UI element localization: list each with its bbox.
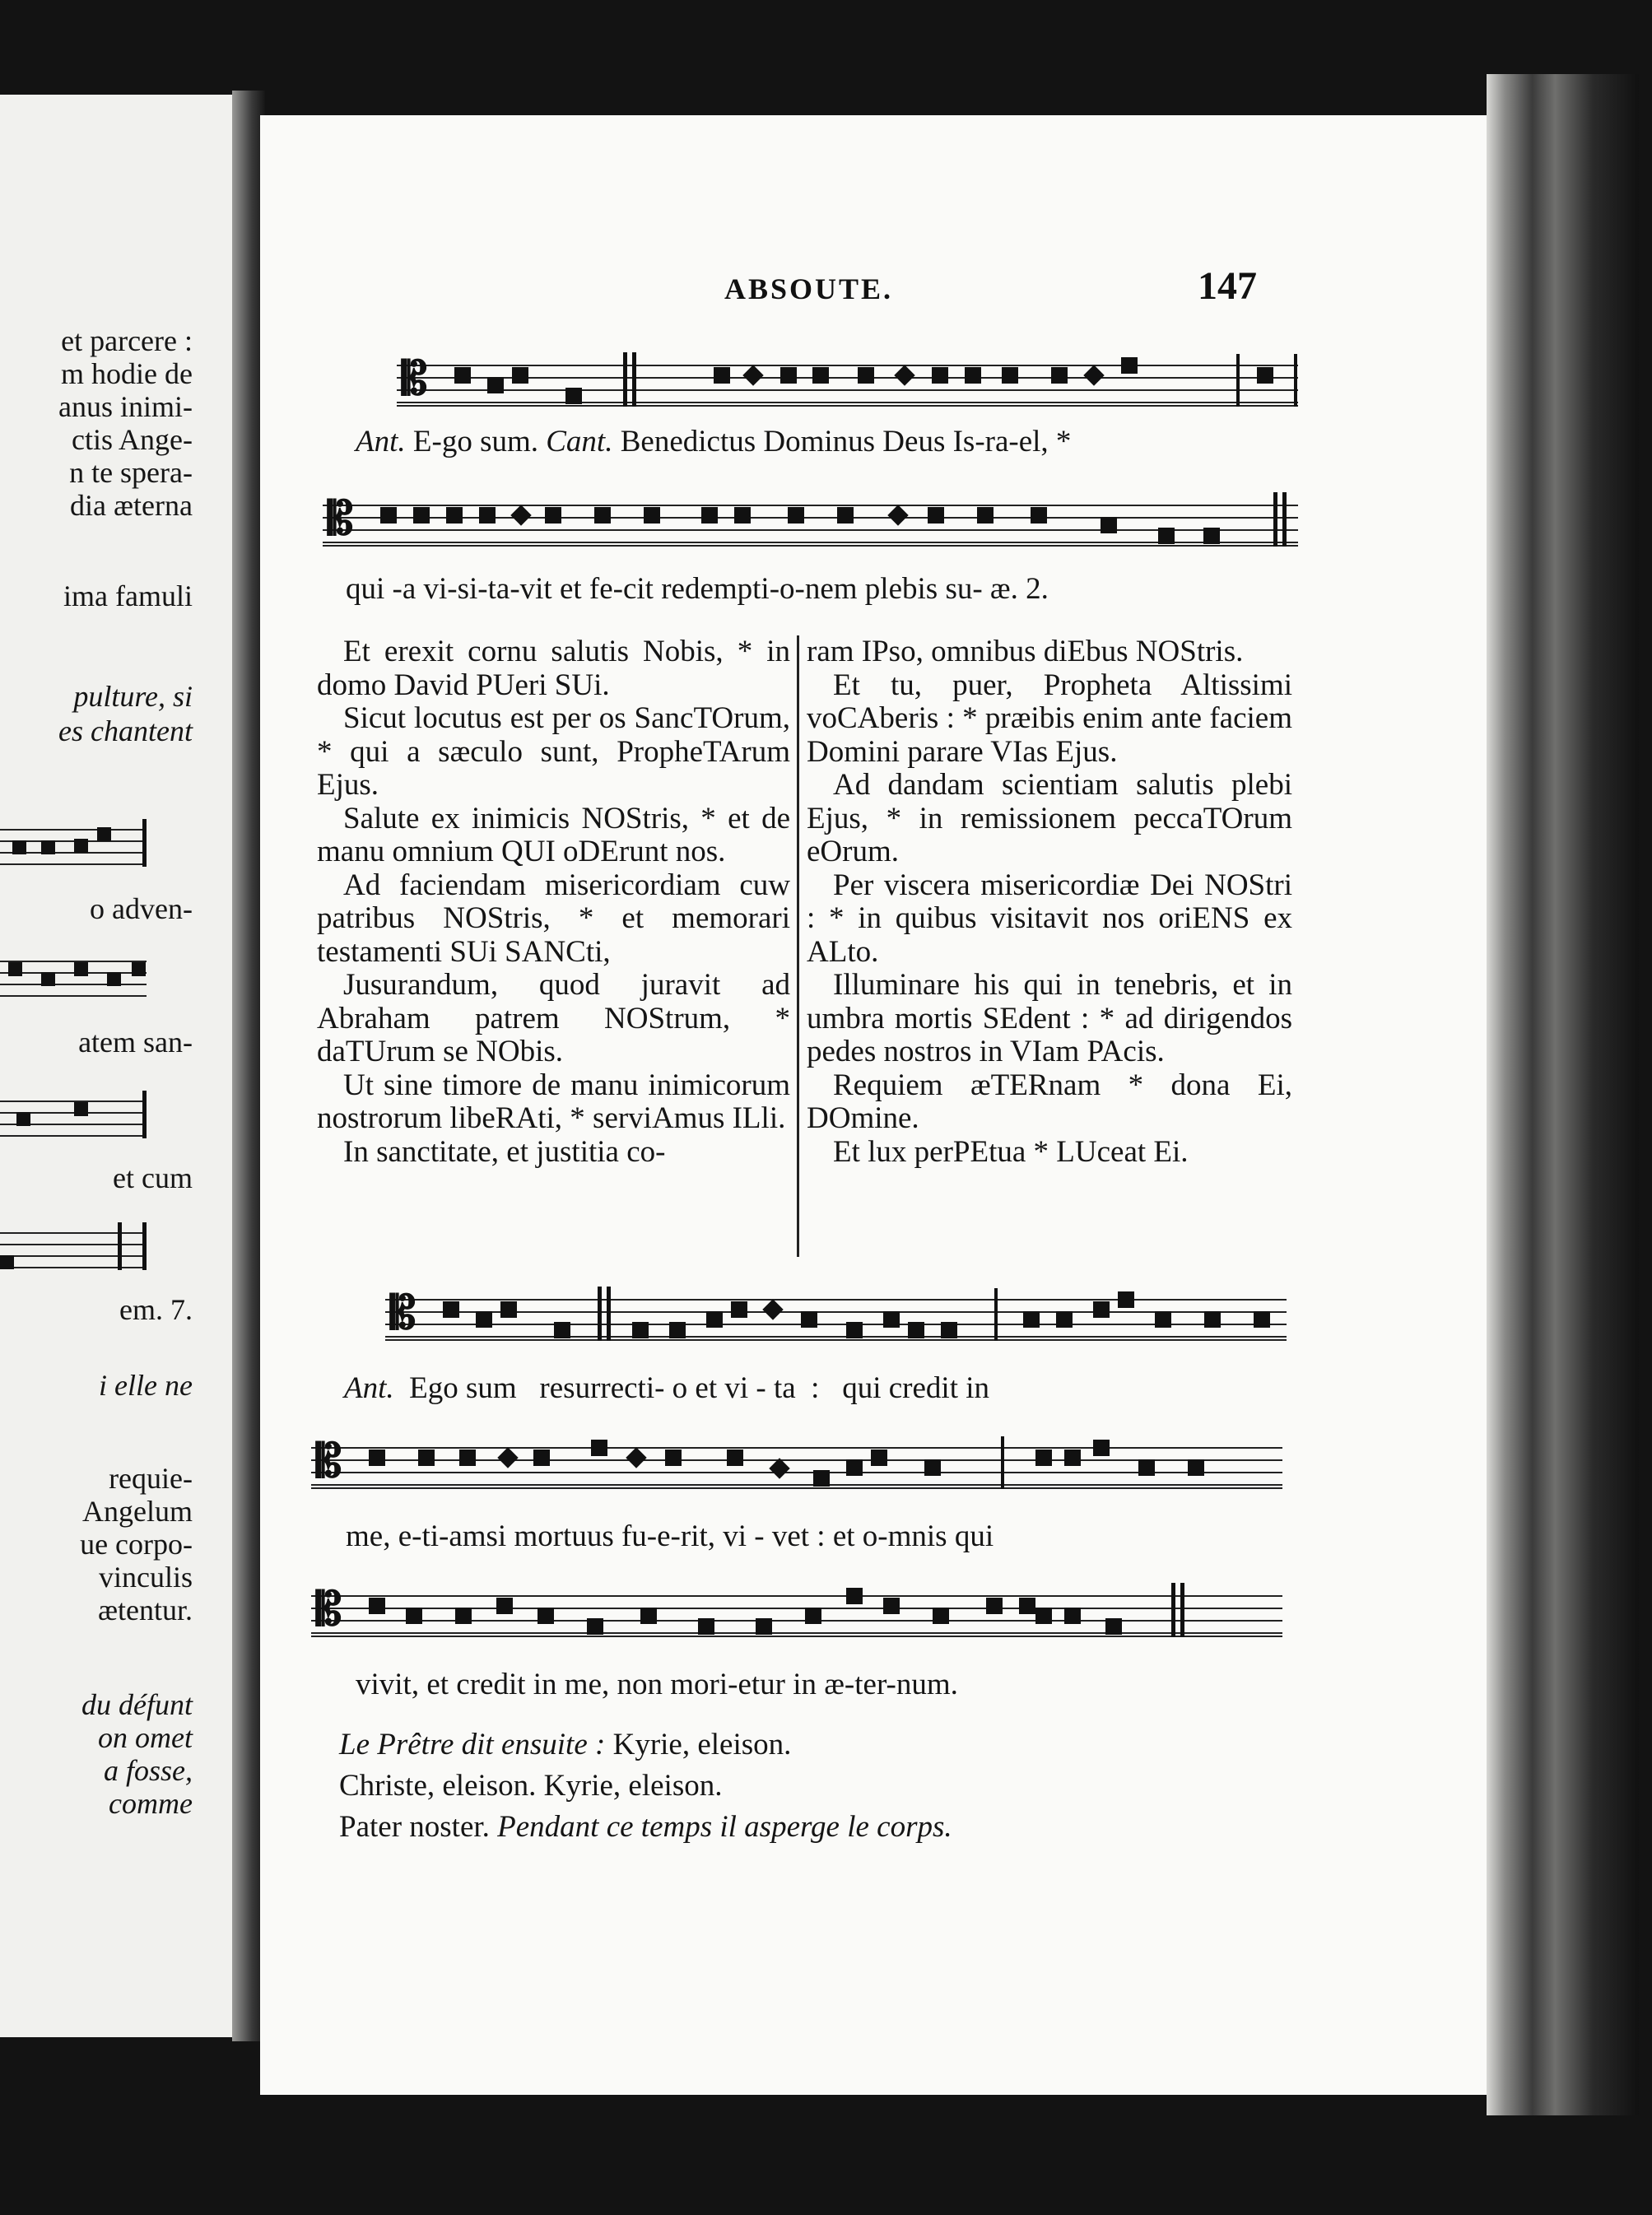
canticle-verse: Per viscera misericordiæ Dei NOStri : * in quibus visitavit nos oriENS ex ALto. bbox=[807, 868, 1292, 969]
canticle-right-column bbox=[807, 635, 1292, 1169]
left-staff bbox=[0, 1091, 147, 1137]
rubric-line: Le Prêtre dit ensuite : Kyrie, eleison. bbox=[339, 1728, 792, 1761]
c-clef-icon: 𝄡 bbox=[316, 1436, 342, 1487]
left-lyric-line: et cum bbox=[113, 1161, 193, 1194]
left-line: Angelum bbox=[82, 1495, 193, 1528]
left-staff bbox=[0, 819, 147, 865]
left-italic-line: du défunt bbox=[81, 1688, 193, 1721]
left-line: dia æterna bbox=[70, 489, 193, 522]
page-header-title: ABSOUTE. bbox=[724, 272, 894, 305]
music-staff bbox=[323, 494, 1298, 547]
c-clef-icon: 𝄡 bbox=[328, 494, 354, 545]
left-line: m hodie de bbox=[61, 357, 193, 390]
canticle-verse: Jusurandum, quod juravit ad Abraham patrem NOStrum, * daTUrum se NObis. bbox=[317, 968, 790, 1068]
rubric-line: Christe, eleison. Kyrie, eleison. bbox=[339, 1769, 723, 1803]
left-line: requie- bbox=[109, 1462, 193, 1495]
canticle-verse: Ad faciendam misericordiam cuw patribus NOStris, * et memorari testamenti SUi SANCti, bbox=[317, 868, 790, 969]
canticle-verse: Ad dandam scientiam salutis plebi Ejus, * in remissionem peccaTOrum eOrum. bbox=[807, 768, 1292, 868]
left-italic-line: a fosse, bbox=[104, 1754, 193, 1787]
chant-lyric-line: Ant. E-go sum. Cant. Benedictus Dominus Deus Is-ra-el, * bbox=[356, 425, 1072, 458]
left-line: n te spera- bbox=[69, 456, 193, 489]
left-staff bbox=[0, 1222, 147, 1268]
left-lyric-line: atem san- bbox=[78, 1026, 193, 1059]
chant-lyric-line: qui -a vi-si-ta-vit et fe-cit redempti-o-nem plebis su- æ. 2. bbox=[346, 572, 1049, 606]
left-line: anus inimi- bbox=[58, 390, 193, 423]
c-clef-icon: 𝄡 bbox=[390, 1288, 416, 1339]
rubric-line: Pater noster. Pendant ce temps il asperge le corps. bbox=[339, 1810, 952, 1844]
left-italic-line: i elle ne bbox=[99, 1369, 193, 1402]
left-line: ue corpo- bbox=[80, 1528, 193, 1561]
left-staff bbox=[0, 951, 147, 997]
left-line: ætentur. bbox=[98, 1594, 193, 1626]
canticle-left-column bbox=[317, 635, 790, 1169]
canticle-verse: Sicut locutus est per os SancTOrum, * qui a sæculo sunt, ProphеTArum Ejus. bbox=[317, 701, 790, 802]
canticle-verse: Salute ex inimicis NOStris, * et de manu omnium QUI oDErunt nos. bbox=[317, 801, 790, 868]
chant-lyric-line: vivit, et credit in me, non mori-etur in æ-ter-num. bbox=[356, 1668, 958, 1701]
left-line: vinculis bbox=[99, 1561, 193, 1594]
canticle-verse: ram IPso, omnibus diEbus NOStris. bbox=[807, 635, 1244, 668]
left-line: ima famuli bbox=[63, 579, 193, 612]
left-page bbox=[0, 95, 232, 2037]
canticle-verse: Ut sine timore de manu inimicorum nostrorum libeRAti, * serviAmus ILli. bbox=[317, 1068, 790, 1135]
c-clef-icon: 𝄡 bbox=[316, 1584, 342, 1636]
canticle-verse: Illuminare his qui in tenebris, et in umbra mortis SEdent : * ad dirigendos pedes nostros in VIam PAcis. bbox=[807, 968, 1292, 1068]
left-line: et parcere : bbox=[61, 324, 193, 357]
canticle-verse: Et lux perPEtua * LUceat Ei. bbox=[833, 1134, 1189, 1169]
left-italic-line: pulture, si bbox=[73, 680, 193, 713]
column-divider bbox=[797, 635, 799, 1257]
music-staff bbox=[397, 354, 1298, 407]
left-lyric-line: em. 7. bbox=[119, 1293, 193, 1326]
left-italic-line: on omet bbox=[98, 1721, 193, 1754]
music-staff bbox=[311, 1436, 1282, 1489]
left-line: ctis Ange- bbox=[72, 423, 193, 456]
canticle-verse: In sanctitate, et justitia co- bbox=[343, 1134, 666, 1169]
left-lyric-line: o adven- bbox=[90, 892, 193, 925]
c-clef-icon: 𝄡 bbox=[402, 354, 428, 405]
left-italic-line: comme bbox=[109, 1787, 193, 1820]
canticle-verse: Et erexit cornu salutis Nobis, * in domo David PUeri SUi. bbox=[317, 635, 790, 702]
canticle-verse: Et tu, puer, Propheta Altissimi voCAberis : * præibis enim ante faciem Domini parare VIas Ejus. bbox=[807, 668, 1292, 769]
chant-lyric-line: me, e-ti-amsi mortuus fu-e-rit, vi - vet : et o-mnis qui bbox=[346, 1519, 994, 1553]
book-page-edges bbox=[1487, 74, 1639, 2115]
page-number: 147 bbox=[1198, 264, 1257, 308]
left-italic-line: es chantent bbox=[58, 714, 193, 747]
chant-lyric-line: Ant. Ego sum resurrecti- o et vi - ta : qui credit in bbox=[344, 1371, 990, 1405]
canticle-verse: Requiem æTERnam * dona Ei, DOmine. bbox=[807, 1068, 1292, 1135]
music-staff bbox=[311, 1584, 1282, 1637]
music-staff bbox=[385, 1288, 1287, 1341]
